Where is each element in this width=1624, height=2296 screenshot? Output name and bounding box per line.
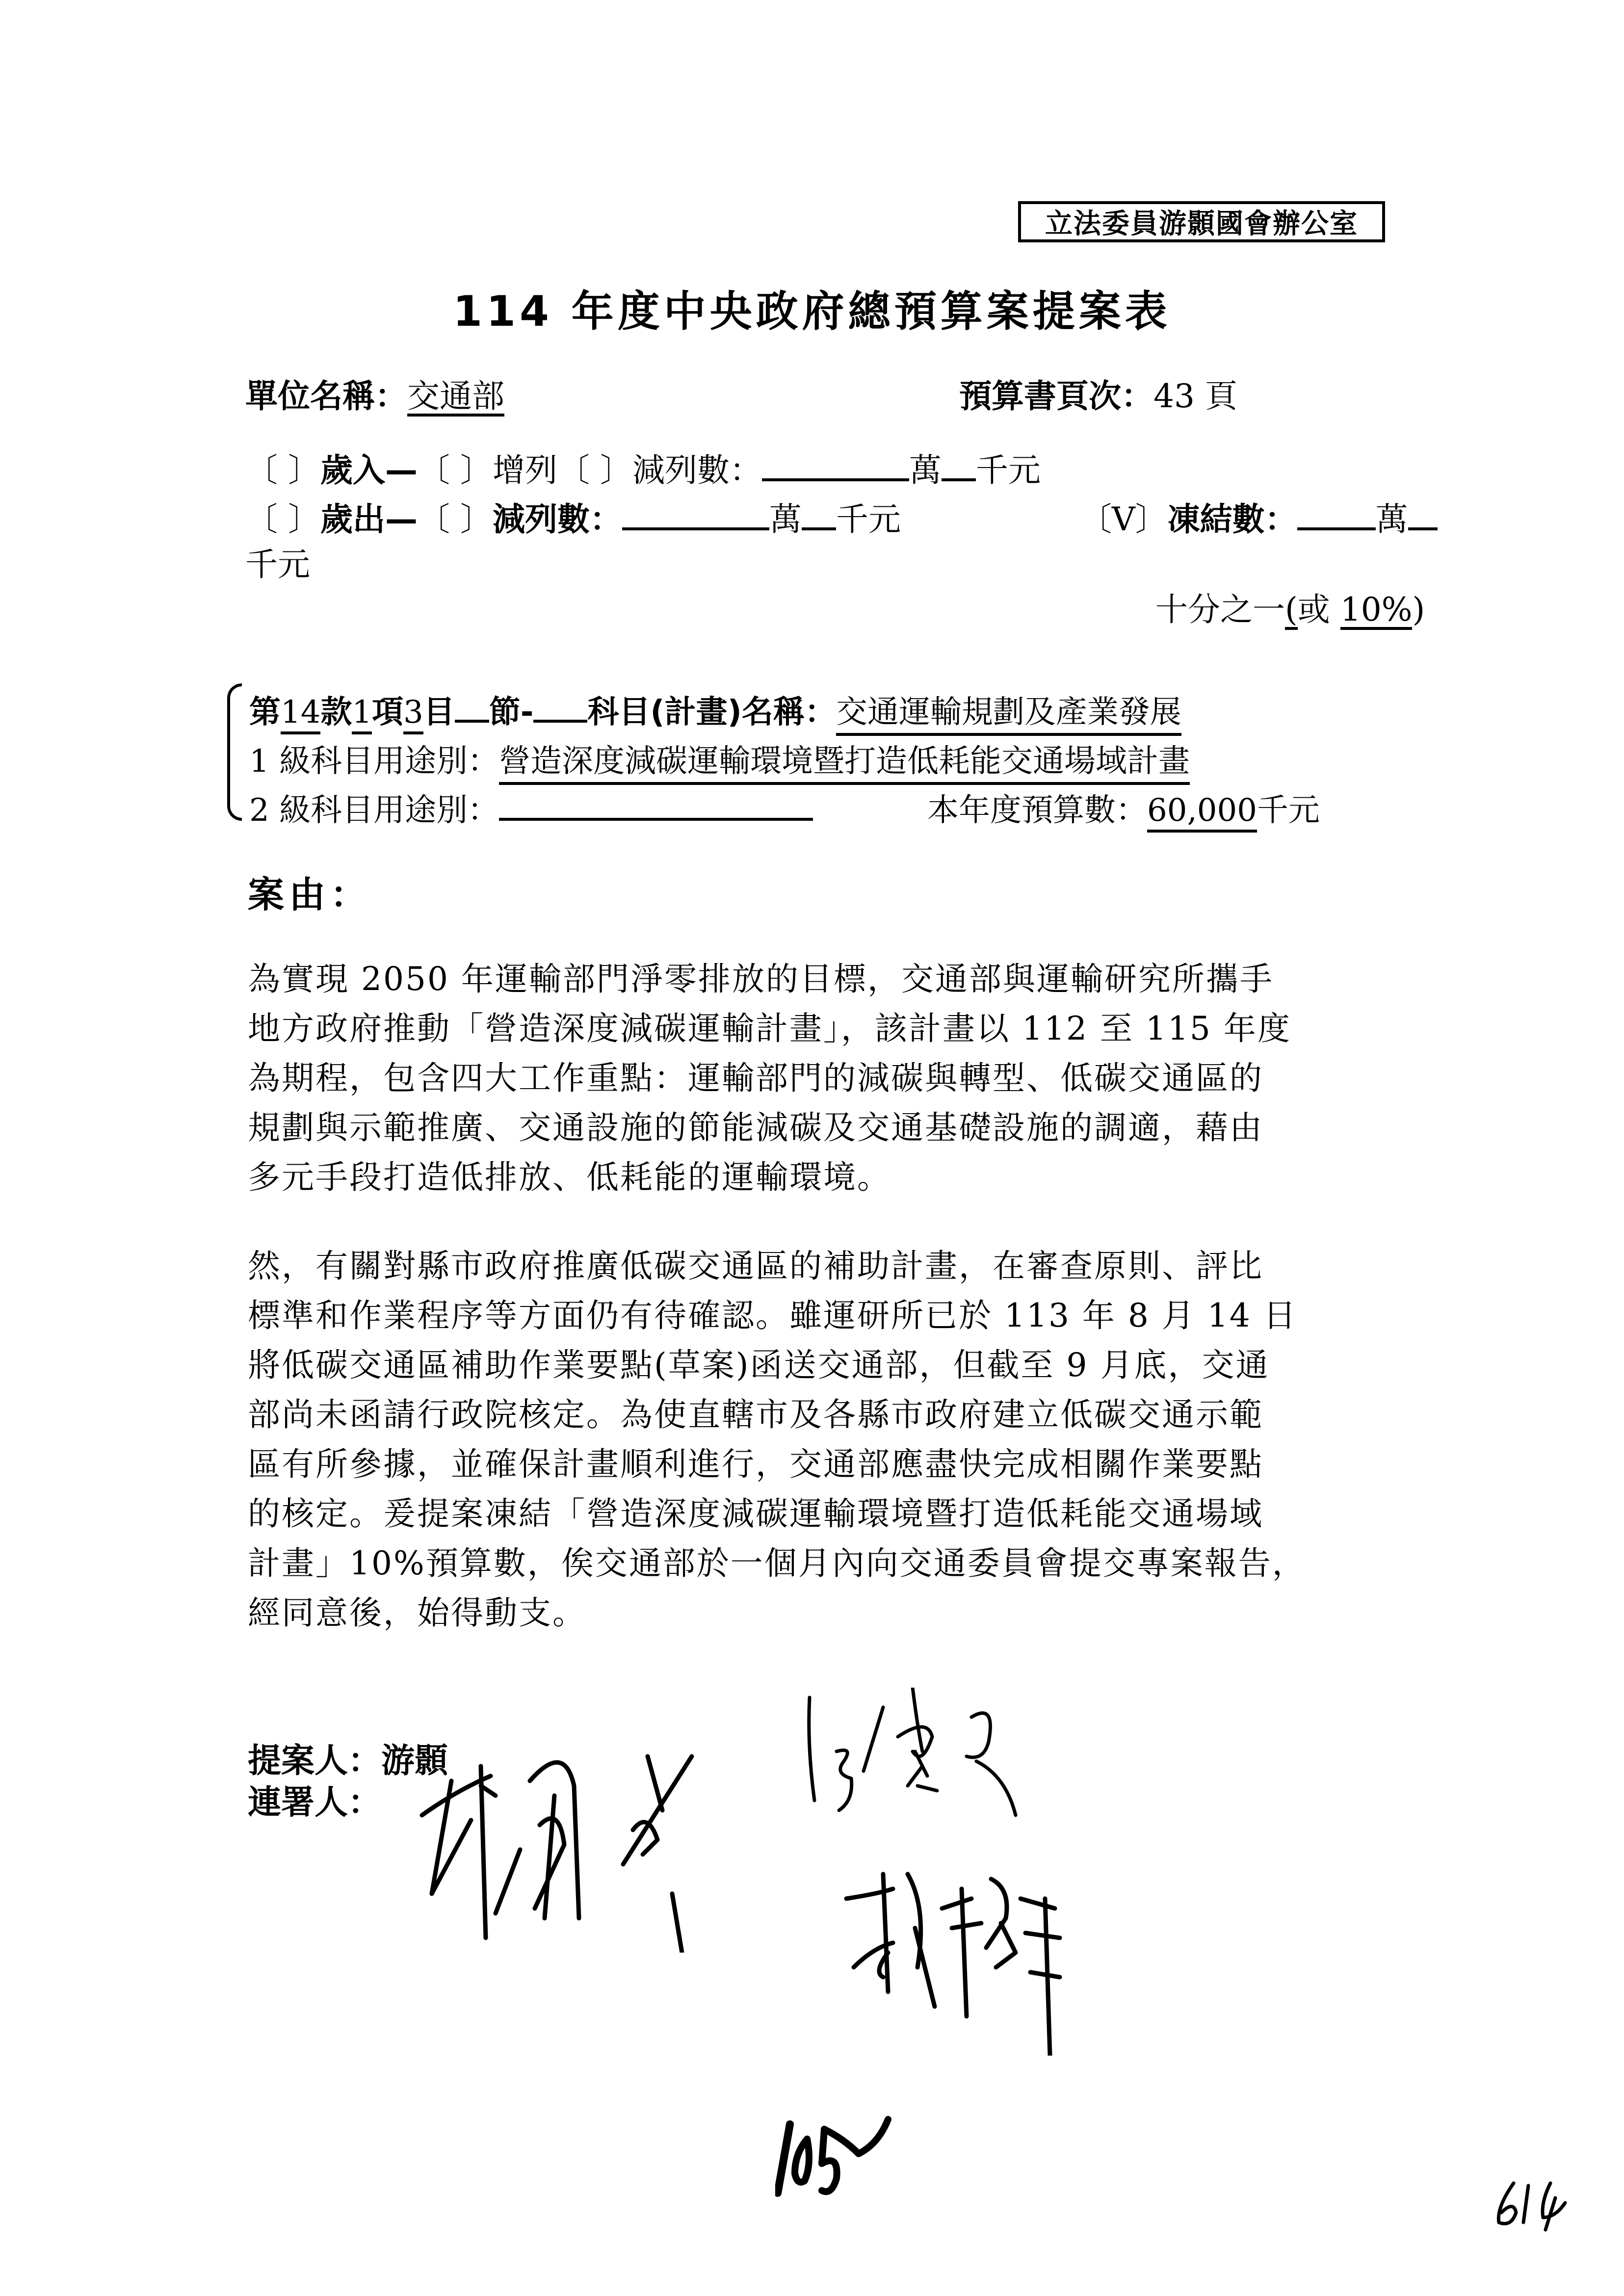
section-row-3 <box>249 785 813 830</box>
expense-qian-blank[interactable] <box>802 498 836 530</box>
expense-row <box>245 498 901 536</box>
paragraph-line: 為實現 2050 年運輸部門淨零排放的目標，交通部與運輸研究所攜手 <box>248 960 1274 998</box>
page-reference <box>959 377 1237 415</box>
revenue-cut-label: 減列數： <box>632 451 762 489</box>
reason-paragraph-1 <box>248 954 1391 1202</box>
revenue-wan: 萬 <box>909 451 942 489</box>
mu-value: 3 <box>403 694 423 734</box>
level1-label: 1 級科目用途別： <box>249 743 499 780</box>
xiang-label: 項 <box>372 694 404 731</box>
jie-label: 節- <box>489 694 534 731</box>
paragraph-line: 多元手段打造低排放、低耗能的運輸環境。 <box>248 1158 891 1196</box>
expense-wan-blank[interactable] <box>622 498 769 530</box>
revenue-qian-blank[interactable] <box>942 449 976 481</box>
freeze-row <box>1079 498 1438 536</box>
cosigner-label: 連署人： <box>248 1783 382 1822</box>
revenue-checkbox[interactable]: 〔 〕 <box>245 451 320 489</box>
fraction-close: ) <box>1412 591 1425 628</box>
budget-label: 本年度預算數： <box>927 792 1147 829</box>
page-value: 43 <box>1153 377 1195 415</box>
signature-lin-guo-cheng <box>417 1747 760 1953</box>
proposer-label: 提案人： <box>248 1742 382 1780</box>
paragraph-line: 將低碳交通區補助作業要點(草案)函送交通部，但截至 9 月底，交通 <box>248 1346 1270 1384</box>
expense-wan: 萬 <box>769 500 802 538</box>
paragraph-line: 區有所參據，並確保計畫順利進行，交通部應盡快完成相關作業要點 <box>248 1445 1263 1483</box>
fraction-or: 或 <box>1297 591 1340 628</box>
signature-you-hao <box>800 1688 1094 1835</box>
expense-cut-checkbox[interactable]: 〔 〕 <box>417 500 493 538</box>
revenue-add-checkbox[interactable]: 〔 〕 <box>417 451 493 489</box>
jie-blank[interactable] <box>455 695 489 723</box>
revenue-wan-blank[interactable] <box>762 449 909 481</box>
level2-blank[interactable] <box>499 792 813 821</box>
fraction-percent: 10% <box>1340 594 1413 630</box>
freeze-label: 凍結數： <box>1167 500 1297 538</box>
kuan-value: 14 <box>281 694 320 734</box>
freeze-qian-blank[interactable] <box>1408 498 1438 530</box>
mu-label: 目 <box>423 694 455 731</box>
paragraph-line: 為期程，包含四大工作重點：運輸部門的減碳與轉型、低碳交通區的 <box>248 1059 1263 1097</box>
revenue-row <box>245 449 1041 487</box>
expense-cut-label: 減列數： <box>492 500 622 538</box>
budget-value: 60,000 <box>1147 792 1257 833</box>
revenue-qianyuan: 千元 <box>975 451 1041 489</box>
current-budget <box>927 785 1320 833</box>
level2-label: 2 級科目用途別： <box>249 792 499 829</box>
fraction-row <box>1155 591 1425 630</box>
freeze-wan: 萬 <box>1375 500 1408 538</box>
expense-label: 歲出— <box>320 500 418 538</box>
section-row-1 <box>249 687 1181 736</box>
freeze-wan-blank[interactable] <box>1297 498 1376 530</box>
expense-qianyuan: 千元 <box>836 500 901 538</box>
cosigner-row <box>248 1776 381 1824</box>
signature-lin-pei-xiang <box>844 1869 1119 2056</box>
subject-label: 科目(計畫)名稱： <box>587 694 836 731</box>
unit-value: 交通部 <box>407 380 504 417</box>
subject-blank[interactable] <box>533 695 587 723</box>
paragraph-line: 規劃與示範推廣、交通設施的節能減碳及交通基礎設施的調適，藉由 <box>248 1109 1263 1147</box>
page-label: 預算書頁次： <box>959 377 1153 415</box>
proposer-name: 游顥 <box>381 1742 448 1780</box>
paragraph-line: 經同意後，始得動支。 <box>248 1594 586 1632</box>
page-suffix: 頁 <box>1194 377 1237 415</box>
handwritten-corner-number <box>1487 2178 1585 2232</box>
reason-paragraph-2 <box>248 1241 1391 1638</box>
xiang-value: 1 <box>352 694 372 734</box>
expense-checkbox[interactable]: 〔 〕 <box>245 500 320 538</box>
fraction-open: ( <box>1285 594 1298 630</box>
paragraph-line: 標準和作業程序等方面仍有待確認。雖運研所已於 113 年 8 月 14 日 <box>248 1297 1297 1334</box>
level1-value: 營造深度減碳運輸環境暨打造低耗能交通場域計畫 <box>499 736 1190 785</box>
left-brace <box>227 683 242 821</box>
handwritten-page-number <box>775 2110 1001 2208</box>
paragraph-line: 計畫」10%預算數，俟交通部於一個月內向交通委員會提交專案報告， <box>248 1544 1306 1582</box>
revenue-label: 歲入— <box>320 451 418 489</box>
unit-row <box>245 377 504 417</box>
paragraph-line: 地方政府推動「營造深度減碳運輸計畫」，該計畫以 112 至 115 年度 <box>248 1010 1291 1047</box>
freeze-qianyuan: 千元 <box>245 546 310 583</box>
section-row-2 <box>249 736 1190 785</box>
revenue-add-label: 增列 <box>492 451 557 489</box>
subject-value: 交通運輸規劃及產業發展 <box>836 687 1181 736</box>
unit-label: 單位名稱： <box>245 377 407 415</box>
kuan-label: 款 <box>320 694 352 731</box>
revenue-cut-checkbox[interactable]: 〔 〕 <box>557 451 632 489</box>
reason-heading: 案由： <box>248 874 371 916</box>
paragraph-line: 的核定。爰提案凍結「營造深度減碳運輸環境暨打造低耗能交通場域 <box>248 1495 1263 1533</box>
budget-unit: 千元 <box>1257 792 1320 829</box>
page-title: 114 年度中央政府總預算案提案表 <box>453 287 1171 336</box>
office-stamp: 立法委員游顥國會辦公室 <box>1018 201 1385 242</box>
paragraph-line: 部尚未函請行政院核定。為使直轄市及各縣市政府建立低碳交通示範 <box>248 1396 1263 1434</box>
freeze-checkbox[interactable]: 〔V〕 <box>1079 500 1168 538</box>
paragraph-line: 然，有關對縣市政府推廣低碳交通區的補助計畫，在審查原則、評比 <box>248 1247 1263 1285</box>
di-label: 第 <box>249 694 281 731</box>
fraction-prefix: 十分之一 <box>1155 591 1285 628</box>
